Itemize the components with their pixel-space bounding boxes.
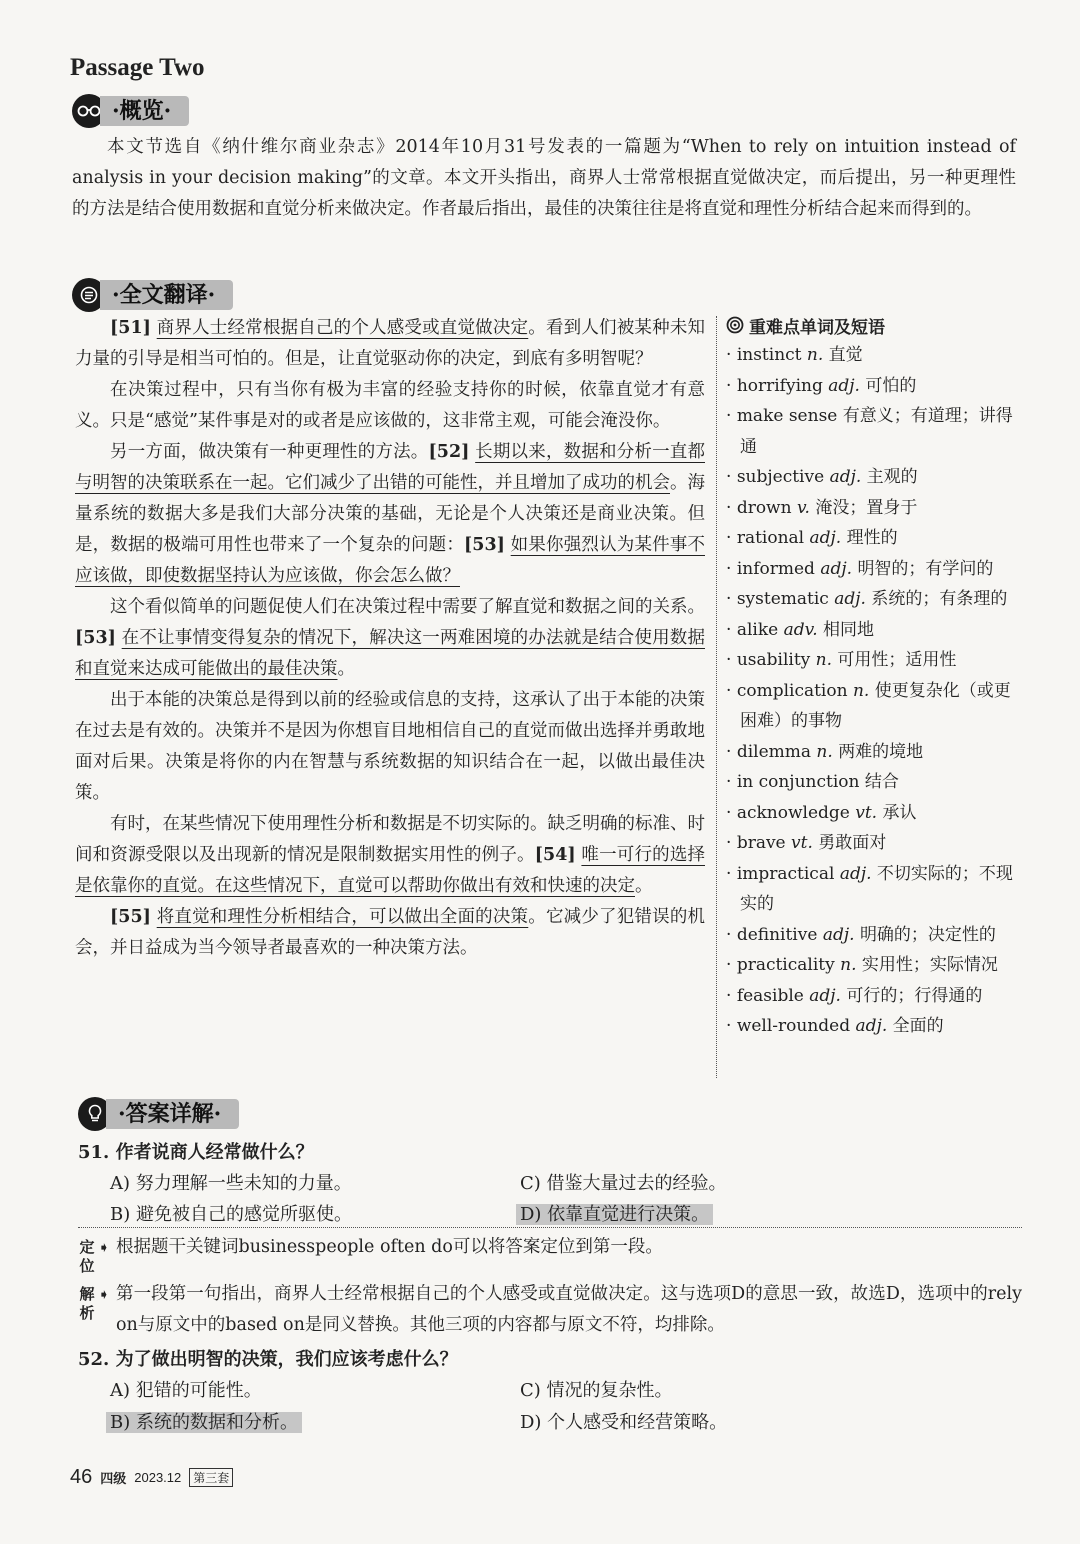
- vocab-item: [726, 981, 1026, 1012]
- vocab-meaning: 两难的境地: [838, 741, 924, 762]
- vocab-word: practicality: [736, 955, 835, 975]
- vocab-word: subjective: [736, 467, 825, 487]
- vocab-word: well-rounded: [736, 1016, 851, 1036]
- para-text: 。: [337, 659, 355, 679]
- underlined-text: 将直觉和理性分析相结合，可以做出全面的决策: [156, 907, 529, 927]
- vocab-item: [726, 340, 1026, 371]
- vocab-item: [726, 462, 1026, 493]
- vocab-pos: vt.: [855, 802, 878, 823]
- column-divider: [716, 316, 717, 1078]
- translation-para-6: [75, 809, 705, 902]
- vocab-item: [726, 645, 1026, 676]
- vocab-meaning: 理性的: [846, 528, 898, 548]
- answers-label: ·答案详解·: [106, 1099, 239, 1129]
- vocab-panel: [726, 310, 1026, 1042]
- footer-set: 第三套: [189, 1468, 233, 1487]
- vocab-meaning: 相同地: [823, 619, 875, 640]
- correct-answer-highlight: D) 依靠直觉进行决策。: [516, 1204, 713, 1225]
- target-icon: [726, 316, 744, 334]
- q51-option-b: B) 避免被自己的感觉所驱使。: [110, 1204, 352, 1225]
- vocab-item: [726, 828, 1026, 859]
- translation-header: [72, 278, 233, 312]
- para-text: 。它减少了犯错误的机会，并日益成为当今领导者最喜欢的一种决策方法。: [75, 907, 706, 958]
- vocab-item: [726, 676, 1026, 737]
- translation-para-4: [75, 592, 705, 685]
- analysis-tag: 解析: [79, 1285, 95, 1322]
- vocab-item: [726, 554, 1026, 585]
- vocab-meaning: 全面的: [892, 1016, 944, 1036]
- vocab-word: brave: [736, 833, 786, 853]
- vocab-item: [726, 371, 1026, 402]
- vocab-meaning: 主观的: [866, 467, 918, 487]
- page-number: 46: [70, 1466, 93, 1488]
- vocab-meaning: 系统的；有条理的: [871, 589, 1008, 609]
- q51-option-a: A) 努力理解一些未知的力量。: [110, 1173, 352, 1194]
- arrow-icon: ➧: [98, 1287, 110, 1303]
- vocab-pos: adj.: [828, 375, 860, 396]
- vocab-meaning: 承认: [882, 802, 917, 823]
- question-marker: [53]: [464, 535, 505, 555]
- vocab-item: [726, 920, 1026, 951]
- vocab-meaning: 结合: [864, 772, 899, 792]
- locate-tag: 定位: [79, 1238, 95, 1275]
- vocab-item: [726, 859, 1026, 920]
- overview-label: ·概览·: [100, 96, 189, 126]
- vocab-pos: vt.: [791, 833, 813, 853]
- vocab-meaning: 有意义；有道理；讲得通: [740, 406, 1013, 457]
- q52-option-a: A) 犯错的可能性。: [110, 1380, 262, 1401]
- vocab-pos: adj.: [809, 528, 842, 548]
- vocab-pos: v.: [796, 497, 810, 518]
- vocab-word: drown: [736, 497, 792, 518]
- vocab-meaning: 实用性；实际情况: [861, 955, 998, 975]
- para-text: 有时，在某些情况下使用理性分析和数据是不切实际的。缺乏明确的标准、时间和资源受限以及出现新的情况是限制数据实用性的例子。: [75, 814, 705, 865]
- footer-level: 四级: [100, 1471, 127, 1486]
- underlined-text: 商界人士经常根据自己的个人感受或直觉做决定: [156, 318, 529, 338]
- underlined-text: 唯一可行的选择是依靠你的直觉。在这些情况下，直觉可以帮助你做出有效和快速的决定: [75, 845, 705, 896]
- vocab-word: complication: [736, 680, 848, 701]
- translation-para-7: [75, 902, 705, 964]
- underlined-text: 长期以来，数据和分析一直都与明智的决策联系在一起。它们减少了出错的可能性，并且增加了成功的机会: [75, 442, 705, 493]
- vocab-word: instinct: [736, 345, 802, 365]
- vocab-word: informed: [736, 558, 815, 579]
- vocab-word: in conjunction: [736, 772, 860, 792]
- q52-option-b: [106, 1408, 302, 1438]
- vocab-item: [726, 798, 1026, 829]
- q52-option-d: D) 个人感受和经营策略。: [520, 1412, 728, 1433]
- vocab-word: impractical: [736, 863, 835, 884]
- translation-label: ·全文翻译·: [100, 280, 233, 310]
- vocab-meaning: 可怕的: [865, 375, 917, 396]
- question-marker: [51]: [110, 318, 151, 338]
- vocab-word: dilemma: [736, 741, 812, 762]
- page-footer: [70, 1466, 233, 1489]
- translation-para-1: [75, 313, 705, 375]
- overview-header: [72, 94, 189, 128]
- vocab-pos: adj.: [829, 467, 862, 487]
- vocab-word: make sense: [736, 406, 838, 426]
- vocab-header: [726, 310, 1026, 340]
- vocab-meaning: 可行的；行得通的: [846, 985, 983, 1006]
- underlined-text: 在不让事情变得复杂的情况下，解决这一两难困境的办法就是结合使用数据和直觉来达成可能做出的最佳决策: [75, 628, 705, 679]
- vocab-word: definitive: [736, 924, 818, 945]
- passage-title: Passage Two: [70, 54, 205, 81]
- vocab-item: [726, 1011, 1026, 1042]
- overview-text: 本文节选自《纳什维尔商业杂志》2014年10月31号发表的一篇题为“When to rely on intuition instead of analysis in your decision making”的文章。本文开头指出，商界人士常常根据直觉做决定，而后提出，另一种更理性的方法是结合使用数据和直觉分析来做决定。作者最后指出，最佳的决策往往是将直觉和理性分析结合起来而得到的。: [72, 137, 1016, 219]
- vocab-word: alike: [736, 619, 779, 640]
- vocab-word: feasible: [736, 985, 804, 1006]
- answers-header: [78, 1097, 239, 1131]
- vocab-meaning: 直觉: [828, 345, 863, 365]
- dotted-separator: [78, 1227, 1022, 1228]
- vocab-pos: n.: [815, 650, 833, 670]
- vocab-item: [726, 401, 1026, 462]
- vocab-pos: adj.: [855, 1016, 888, 1036]
- vocab-list: [726, 340, 1026, 1042]
- locate-text: 根据题干关键词businesspeople often do可以将答案定位到第一段。: [116, 1237, 663, 1257]
- vocab-title: 重难点单词及短语: [749, 317, 885, 338]
- q51-option-d: [516, 1200, 713, 1230]
- vocab-pos: n.: [806, 345, 824, 365]
- para-text: 。: [635, 876, 653, 896]
- vocab-item: [726, 950, 1026, 981]
- para-text: 。看到人们被某种未知力量的引导是相当可怕的。但是，让直觉驱动你的决定，到底有多明智呢？: [75, 318, 706, 369]
- vocab-meaning: 可用性；适用性: [837, 650, 957, 670]
- translation-body: [75, 313, 705, 964]
- vocab-pos: n.: [852, 680, 870, 701]
- vocab-meaning: 勇敢面对: [818, 833, 887, 853]
- arrow-icon: ➧: [98, 1240, 110, 1256]
- vocab-item: [726, 584, 1026, 615]
- vocab-item: [726, 737, 1026, 768]
- vocab-word: systematic: [736, 589, 829, 609]
- vocab-pos: adv.: [783, 619, 818, 640]
- question-marker: [53]: [75, 628, 116, 648]
- vocab-item: [726, 493, 1026, 524]
- question-51: 51. 作者说商人经常做什么？: [78, 1142, 314, 1163]
- analysis-text: 第一段第一句指出，商界人士经常根据自己的个人感受或直觉做决定。这与选项D的意思一致，故选D，选项中的rely on与原文中的based on是同义替换。其他三项的内容都与原文不符，均排除。: [116, 1284, 1022, 1335]
- q51-option-c: C) 借鉴大量过去的经验。: [520, 1173, 727, 1194]
- underlined-text: 如果你强烈认为某件事不应该做，即使数据坚持认为应该做，你会怎么做？: [75, 535, 705, 586]
- vocab-item: [726, 523, 1026, 554]
- para-text: 这个看似简单的问题促使人们在决策过程中需要了解直觉和数据之间的关系。: [110, 597, 705, 617]
- vocab-pos: adj.: [834, 589, 866, 609]
- vocab-pos: adj.: [809, 985, 841, 1006]
- vocab-meaning: 明确的；决定性的: [859, 924, 996, 945]
- question-marker: [52]: [428, 442, 470, 462]
- vocab-item: [726, 615, 1026, 646]
- vocab-item: [726, 767, 1026, 798]
- vocab-pos: adj.: [839, 863, 872, 884]
- vocab-word: rational: [736, 528, 805, 548]
- translation-para-2: 在决策过程中，只有当你有极为丰富的经验支持你的时候，依靠直觉才有意义。只是“感觉”某件事是对的或者是应该做的，这非常主观，可能会淹没你。: [75, 380, 705, 431]
- para-text: 另一方面，做决策有一种更理性的方法。: [110, 442, 429, 462]
- vocab-pos: n.: [840, 955, 857, 975]
- vocab-pos: adj.: [820, 558, 853, 579]
- vocab-word: usability: [736, 650, 811, 670]
- vocab-pos: n.: [816, 741, 833, 762]
- vocab-meaning: 明智的；有学问的: [857, 558, 994, 579]
- translation-para-3: [75, 437, 705, 592]
- vocab-meaning: 不切实际的；不现实的: [740, 863, 1013, 914]
- correct-answer-highlight: B) 系统的数据和分析。: [106, 1412, 302, 1433]
- vocab-pos: adj.: [822, 924, 855, 945]
- vocab-word: acknowledge: [736, 802, 850, 823]
- footer-date: 2023.12: [134, 1470, 182, 1485]
- q52-option-c: C) 情况的复杂性。: [520, 1380, 673, 1401]
- para-text: 。海量系统的数据大多是我们大部分决策的基础，无论是个人决策还是商业决策。但是，数据的极端可用性也带来了一个复杂的问题：: [75, 473, 705, 555]
- vocab-meaning: 使更复杂化（或更困难）的事物: [740, 680, 1011, 731]
- translation-para-5: 出于本能的决策总是得到以前的经验或信息的支持，这承认了出于本能的决策在过去是有效的。决策并不是因为你想盲目地相信自己的直觉而做出选择并勇敢地面对后果。决策是将你的内在智慧与系统数据的知识结合在一起，以做出最佳决策。: [75, 690, 705, 803]
- question-marker: [55]: [110, 907, 151, 927]
- question-marker: [54]: [534, 845, 576, 865]
- vocab-word: horrifying: [736, 375, 823, 396]
- vocab-meaning: 淹没；置身于: [815, 497, 918, 518]
- question-52: 52. 为了做出明智的决策，我们应该考虑什么？: [78, 1349, 458, 1370]
